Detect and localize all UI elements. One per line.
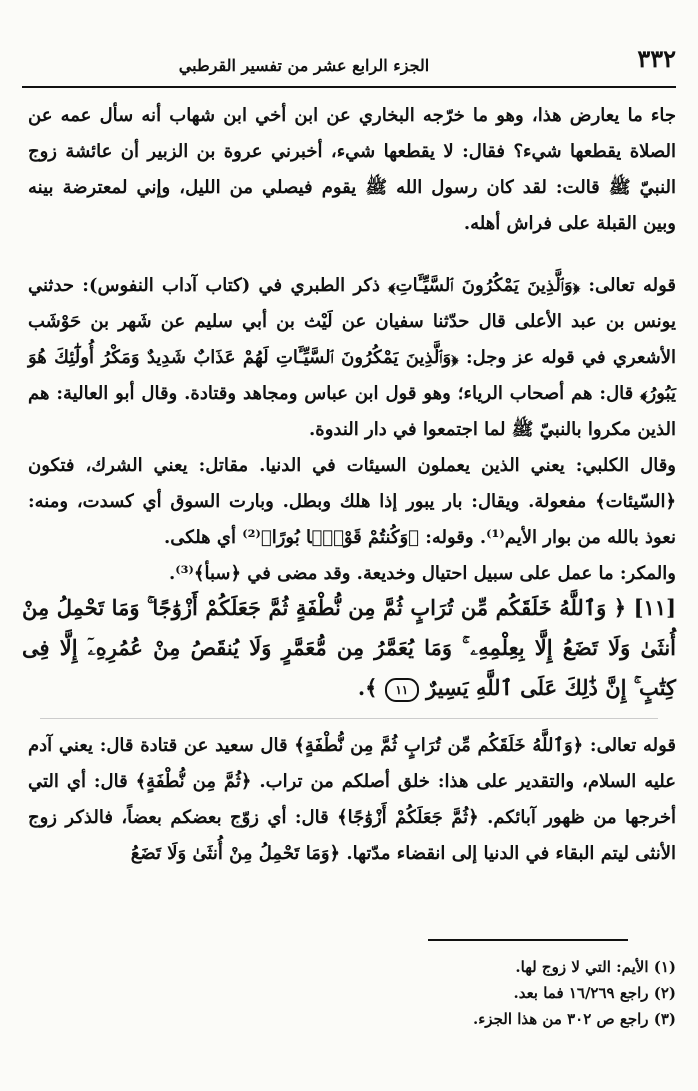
verse-number: [١١] <box>633 595 677 620</box>
verse-text: ﴿ وَٱللَّهُ خَلَقَكُم مِّن تُرَابٍ ثُمَّ مِن نُّطْفَةٍ ثُمَّ جَعَلَكُمْ أَزْوَٰجًا ۚ وَمَا تَحْمِلُ مِنْ أُنثَىٰ وَلَا تَضَعُ إِلَّا بِعِلْمِهِۦ ۚ وَمَا يُعَمَّرُ مِن مُّعَمَّرٍ وَلَا يُنقَصُ مِنْ عُمُرِهِۦٓ إِلَّا فِى كِتَٰبٍ ۚ إِنَّ ذَٰلِكَ عَلَى ٱللَّهِ يَسِيرٌ <box>22 595 676 700</box>
footnote: (١) الأيم: التي لا زوج لها. <box>515 958 676 976</box>
running-title: الجزء الرابع عشر من تفسير القرطبي <box>178 56 430 75</box>
text-block-middle <box>28 268 676 592</box>
footnote-rule <box>428 939 628 941</box>
page-header <box>22 44 676 84</box>
text-block-top <box>28 98 676 242</box>
paragraph: والمكر: ما عمل على سبيل احتيال وخديعة. وقد مضى في ﴿سبأ﴾⁽³⁾. <box>169 563 676 584</box>
footnote: (٢) راجع ١٦/٢٦٩ فما بعد. <box>513 984 676 1002</box>
verse-separator <box>40 718 658 719</box>
quran-verse-block <box>22 588 676 708</box>
ayah-end-marker: ١١ <box>385 678 419 702</box>
paragraph: قوله تعالى: ﴿وَٱللَّهُ خَلَقَكُم مِّن تُرَابٍ ثُمَّ مِن نُّطْفَةٍ﴾ قال سعيد عن قتادة قال: يعني آدم عليه السلام، والتقدير على هذا: خلق أصلكم من تراب. ﴿ثُمَّ مِن نُّطْفَةٍ﴾ قال: أي التي أخرجها من ظهور آبائكم. ﴿ثُمَّ جَعَلَكُمْ أَزْوَٰجًا﴾ قال: أي زوّج بعضكم بعضاً، فالذكر زوج الأنثى ليتم البقاء في الدنيا إلى انقضاء مدّتها. ﴿وَمَا تَحْمِلُ مِنْ أُنثَىٰ وَلَا تَضَعُ <box>28 735 676 864</box>
footnotes <box>30 954 676 1032</box>
paragraph: جاء ما يعارض هذا، وهو ما خرّجه البخاري عن ابن أخي ابن شهاب أنه سأل عمه عن الصلاة يقطعها شيء؟ فقال: لا يقطعها شيء، أخبرني عروة بن الزبير أن عائشة زوج النبيّ ﷺ قالت: لقد كان رسول الله ﷺ يقوم فيصلي من الليل، وإني لمعترضة بينه وبين القبلة على فراش أهله. <box>28 105 676 234</box>
page-number: ٣٣٢ <box>637 44 676 73</box>
paragraph: قوله تعالى: ﴿وَٱلَّذِينَ يَمْكُرُونَ ٱلسَّيِّـَٔاتِ﴾ ذكر الطبري في (كتاب آداب النفوس): حدثني يونس بن عبد الأعلى قال حدّثنا سفيان عن لَيْث بن أبي سليم عن شَهر بن حَوْشَب الأشعري في قوله عز وجل: ﴿وَٱلَّذِينَ يَمْكُرُونَ ٱلسَّيِّـَٔاتِ لَهُمْ عَذَابٌ شَدِيدٌ وَمَكْرُ أُولَٰٓئِكَ هُوَ يَبُورُ﴾ قال: هم أصحاب الرياء؛ وهو قول ابن عباس ومجاهد وقتادة. وقال أبو العالية: هم الذين مكروا بالنبيّ ﷺ لما اجتمعوا في دار الندوة. <box>28 275 676 440</box>
header-rule <box>22 86 676 88</box>
footnote: (٣) راجع ص ٣٠٢ من هذا الجزء. <box>473 1010 676 1028</box>
verse-close: ﴾. <box>357 675 378 700</box>
paragraph: وقال الكلبي: يعني الذين يعملون السيئات في الدنيا. مقاتل: يعني الشرك، فتكون ﴿السّيئات﴾ مفعولة. ويقال: بار يبور إذا هلك وبطل. وبارت السوق أي كسدت، ومنه: نعوذ بالله من بوار الأيم⁽¹⁾. وقوله: ﴿وَكُنتُمْ قَوْمًۢا بُورًا﴾⁽²⁾ أي هلكى. <box>28 455 676 548</box>
text-block-bottom <box>28 728 676 872</box>
